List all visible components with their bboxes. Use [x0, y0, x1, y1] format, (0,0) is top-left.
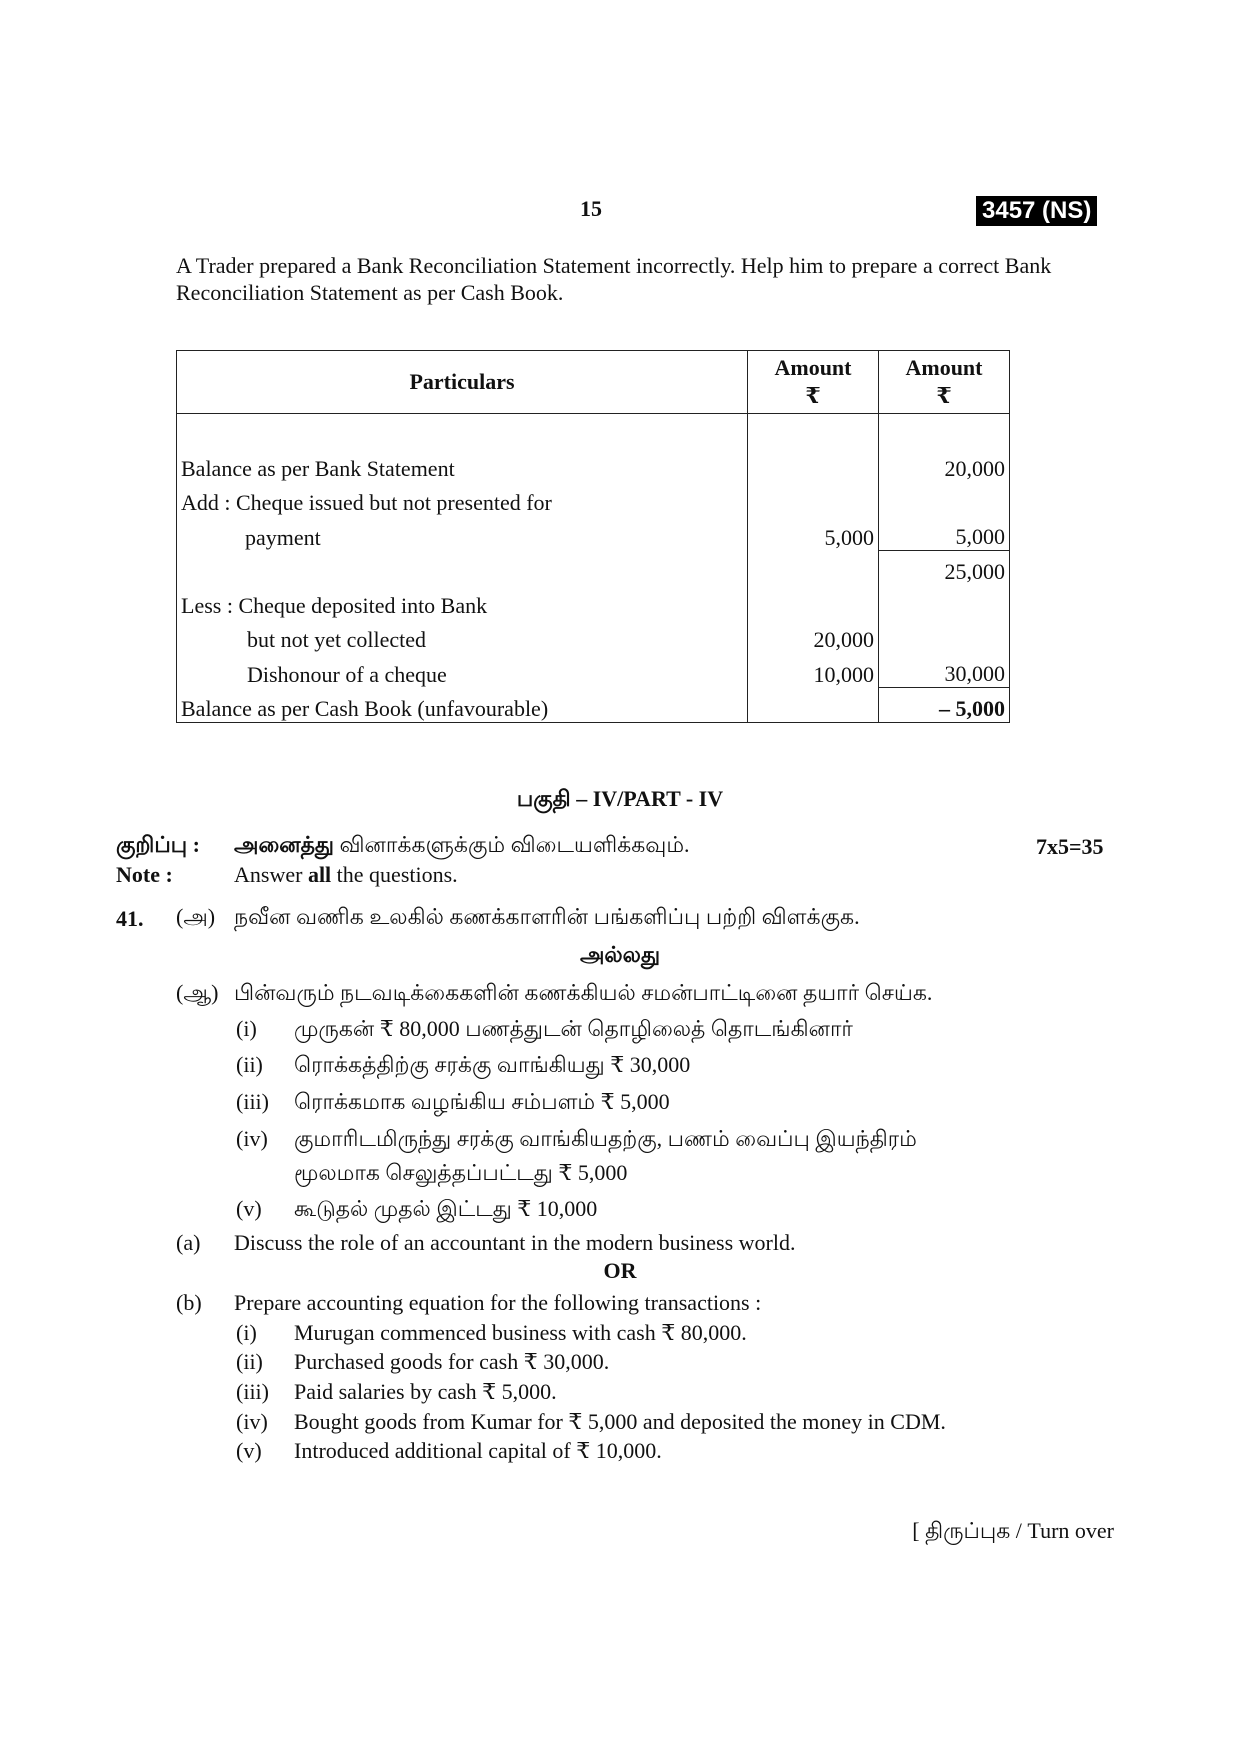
rupee-icon: ₹ [805, 383, 821, 408]
table-row [177, 516, 1010, 551]
row-particulars: Balance as per Bank Statement [177, 448, 748, 482]
question-intro: A Trader prepared a Bank Reconciliation Statement incorrectly. Help him to prepare a correct Bank Reconciliation Statement as per Cash Book. [176, 253, 1052, 305]
table-row [177, 551, 1010, 586]
item-text: குமாரிடமிருந்து சரக்கு வாங்கியதற்கு, பணம் வைப்பு இயந்திரம் [294, 1126, 917, 1151]
paper-code-badge: 3457 (NS) [976, 196, 1097, 226]
table-row [177, 585, 1010, 619]
row-amount-2: 30,000 [879, 653, 1010, 688]
item-number: (ii) [236, 1052, 263, 1077]
row-amount-1 [748, 448, 879, 482]
list-item [236, 1194, 597, 1224]
note-label-tamil: குறிப்பு : [116, 832, 200, 857]
row-amount-2: 5,000 [879, 516, 1010, 551]
item-text: Murugan commenced business with cash ₹ 80,000. [294, 1320, 747, 1345]
header-amount-1-label: Amount [774, 355, 852, 380]
table-row [177, 448, 1010, 482]
table-row [177, 653, 1010, 688]
marks-allocation: 7x5=35 [1036, 834, 1104, 859]
item-number: (iv) [236, 1409, 268, 1434]
bank-reconciliation-table [176, 350, 1010, 723]
list-item-continued: மூலமாக செலுத்தப்பட்டது ₹ 5,000 [294, 1160, 628, 1185]
rupee-icon: ₹ [936, 383, 952, 408]
option-text: Prepare accounting equation for the following transactions : [234, 1290, 762, 1315]
header-amount-1 [748, 351, 879, 414]
list-item [236, 1377, 557, 1407]
row-particulars: Less : Cheque deposited into Bank [177, 585, 748, 619]
item-text: முருகன் ₹ 80,000 பணத்துடன் தொழிலைத் தொடங்கினார் [294, 1016, 853, 1041]
list-item [236, 1124, 917, 1154]
row-amount-2: 20,000 [879, 448, 1010, 482]
header-amount-2 [879, 351, 1010, 414]
row-particulars: Balance as per Cash Book (unfavourable) [177, 688, 748, 723]
item-number: (iv) [236, 1126, 268, 1151]
table-row [177, 482, 1010, 516]
note-label-english: Note : [116, 862, 173, 887]
row-amount-1 [748, 482, 879, 516]
option-label: (b) [176, 1290, 202, 1315]
note-english [116, 862, 458, 888]
list-item [236, 1050, 690, 1080]
question-number: 41. [116, 906, 144, 931]
row-amount-2 [879, 619, 1010, 653]
row-amount-1: 20,000 [748, 619, 879, 653]
row-amount-1 [748, 551, 879, 586]
list-item [236, 1087, 670, 1117]
note-post: the questions. [336, 862, 458, 887]
option-label: (ஆ) [176, 980, 219, 1005]
row-particulars: Dishonour of a cheque [177, 653, 748, 688]
row-particulars: payment [177, 516, 748, 551]
page-number: 15 [580, 196, 602, 221]
item-number: (v) [236, 1438, 262, 1463]
note-text-tamil: வினாக்களுக்கும் விடையளிக்கவும். [339, 832, 690, 857]
option-text: நவீன வணிக உலகில் கணக்காளரின் பங்களிப்பு பற்றி விளக்குக. [234, 904, 860, 929]
item-number: (i) [236, 1016, 257, 1041]
row-amount-2: – 5,000 [879, 688, 1010, 723]
list-item [236, 1318, 747, 1348]
turn-over-note: [ திருப்புக / Turn over [912, 1518, 1114, 1543]
option-a-tamil [176, 902, 860, 932]
row-amount-1: 5,000 [748, 516, 879, 551]
option-text: பின்வரும் நடவடிக்கைகளின் கணக்கியல் சமன்பாட்டினை தயார் செய்க. [234, 980, 933, 1005]
table-row [177, 619, 1010, 653]
item-number: (i) [236, 1320, 257, 1345]
item-number: (iii) [236, 1089, 269, 1114]
item-text: கூடுதல் முதல் இட்டது ₹ 10,000 [294, 1196, 598, 1221]
item-text: ரொக்கத்திற்கு சரக்கு வாங்கியது ₹ 30,000 [294, 1052, 691, 1077]
row-amount-2: 25,000 [879, 551, 1010, 586]
item-number: (v) [236, 1196, 262, 1221]
option-label: (a) [176, 1230, 201, 1255]
item-text: Purchased goods for cash ₹ 30,000. [294, 1349, 610, 1374]
header-particulars: Particulars [177, 351, 748, 414]
row-amount-1: 10,000 [748, 653, 879, 688]
row-particulars: but not yet collected [177, 619, 748, 653]
note-emphasis: all [307, 862, 332, 887]
row-amount-2 [879, 482, 1010, 516]
item-text: Bought goods from Kumar for ₹ 5,000 and deposited the money in CDM. [294, 1409, 946, 1434]
option-label: (அ) [176, 904, 216, 929]
option-text: Discuss the role of an accountant in the modern business world. [234, 1230, 796, 1255]
part-heading: பகுதி – IV/PART - IV [516, 786, 724, 811]
note-emphasis-tamil: அனைத்து [234, 832, 335, 857]
row-particulars: Add : Cheque issued but not presented for [177, 482, 748, 516]
item-number: (iii) [236, 1379, 269, 1404]
item-text: Introduced additional capital of ₹ 10,000. [294, 1438, 662, 1463]
option-b-english [176, 1288, 761, 1318]
row-amount-1 [748, 585, 879, 619]
row-amount-2 [879, 585, 1010, 619]
or-tamil: அல்லது [579, 942, 661, 967]
item-text: ரொக்கமாக வழங்கிய சம்பளம் ₹ 5,000 [294, 1089, 670, 1114]
list-item [236, 1407, 946, 1437]
list-item [236, 1347, 609, 1377]
item-number: (ii) [236, 1349, 263, 1374]
option-a-english [176, 1228, 795, 1258]
note-pre: Answer [234, 862, 303, 887]
row-particulars [177, 551, 748, 586]
item-text: Paid salaries by cash ₹ 5,000. [294, 1379, 557, 1404]
row-amount-1 [748, 688, 879, 723]
or-english: OR [603, 1258, 637, 1283]
header-amount-2-label: Amount [905, 355, 983, 380]
option-b-tamil [176, 978, 932, 1008]
table-row [177, 688, 1010, 723]
list-item [236, 1014, 853, 1044]
note-tamil [116, 832, 690, 861]
list-item [236, 1436, 662, 1466]
